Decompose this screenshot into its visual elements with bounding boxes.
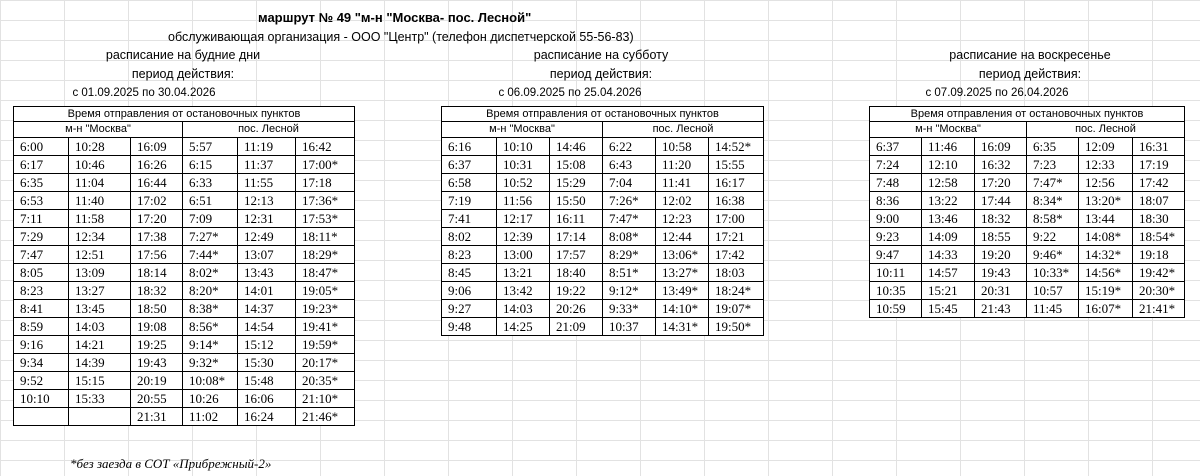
departure-time-cell: 6:22 bbox=[603, 138, 656, 156]
saturday-timetable bbox=[441, 106, 764, 336]
departure-time-cell: 14:56* bbox=[1079, 264, 1133, 282]
departure-time-cell: 19:50* bbox=[709, 318, 764, 336]
departure-time-cell: 12:13 bbox=[238, 192, 296, 210]
departure-time-cell: 14:33 bbox=[922, 246, 975, 264]
departure-time-cell: 7:29 bbox=[14, 228, 69, 246]
departure-time-cell: 14:03 bbox=[69, 318, 131, 336]
departure-time-cell: 6:16 bbox=[442, 138, 497, 156]
departure-time-cell: 19:25 bbox=[131, 336, 183, 354]
departure-time-cell: 18:29* bbox=[296, 246, 355, 264]
departure-time-cell: 8:02 bbox=[442, 228, 497, 246]
departure-time-cell: 10:10 bbox=[497, 138, 550, 156]
departure-time-cell: 9:46* bbox=[1027, 246, 1079, 264]
departure-time-cell: 9:34 bbox=[14, 354, 69, 372]
departure-time-cell: 12:44 bbox=[656, 228, 709, 246]
departure-time-cell: 11:45 bbox=[1027, 300, 1079, 318]
table-row bbox=[14, 246, 355, 264]
departure-time-cell: 9:00 bbox=[870, 210, 922, 228]
departure-time-cell: 13:27* bbox=[656, 264, 709, 282]
departure-time-cell: 13:09 bbox=[69, 264, 131, 282]
departure-time-cell: 8:23 bbox=[14, 282, 69, 300]
departure-time-cell: 10:58 bbox=[656, 138, 709, 156]
departure-time-cell: 12:33 bbox=[1079, 156, 1133, 174]
departure-time-cell: 17:18 bbox=[296, 174, 355, 192]
departure-time-cell: 14:01 bbox=[238, 282, 296, 300]
weekday-timetable bbox=[13, 106, 355, 426]
departure-time-cell: 12:02 bbox=[656, 192, 709, 210]
departure-time-cell: 6:43 bbox=[603, 156, 656, 174]
departure-time-cell: 15:50 bbox=[550, 192, 603, 210]
departure-time-cell: 7:09 bbox=[183, 210, 238, 228]
saturday-period-label: период действия: bbox=[549, 67, 653, 81]
departure-time-cell: 17:56 bbox=[131, 246, 183, 264]
departure-time-cell: 16:42 bbox=[296, 138, 355, 156]
departure-time-cell: 17:20 bbox=[975, 174, 1027, 192]
departure-time-cell: 8:23 bbox=[442, 246, 497, 264]
departure-time-cell: 19:59* bbox=[296, 336, 355, 354]
departure-time-cell: 9:16 bbox=[14, 336, 69, 354]
table-row bbox=[442, 174, 764, 192]
departure-time-cell: 14:21 bbox=[69, 336, 131, 354]
departure-time-cell: 8:56* bbox=[183, 318, 238, 336]
departure-time-cell: 16:44 bbox=[131, 174, 183, 192]
table-row bbox=[14, 138, 355, 156]
departure-time-cell: 10:57 bbox=[1027, 282, 1079, 300]
departure-time-cell: 21:09 bbox=[550, 318, 603, 336]
departure-time-cell: 12:34 bbox=[69, 228, 131, 246]
departure-time-cell: 15:45 bbox=[922, 300, 975, 318]
departure-time-cell: 11:55 bbox=[238, 174, 296, 192]
departure-time-cell: 18:50 bbox=[131, 300, 183, 318]
departure-time-cell: 8:41 bbox=[14, 300, 69, 318]
departure-time-cell: 15:33 bbox=[69, 390, 131, 408]
departure-time-cell: 8:05 bbox=[14, 264, 69, 282]
departure-time-cell: 10:37 bbox=[603, 318, 656, 336]
departure-time-cell: 6:53 bbox=[14, 192, 69, 210]
saturday-dates: с 06.09.2025 по 25.04.2026 bbox=[498, 87, 642, 99]
table-row bbox=[14, 156, 355, 174]
departure-time-cell: 17:42 bbox=[709, 246, 764, 264]
table-row bbox=[442, 282, 764, 300]
table-row bbox=[442, 156, 764, 174]
departure-time-cell: 9:33* bbox=[603, 300, 656, 318]
departure-time-cell: 20:55 bbox=[131, 390, 183, 408]
stop-moskva-header: м-н "Москва" bbox=[870, 122, 1027, 138]
departure-time-cell: 17:42 bbox=[1133, 174, 1185, 192]
departure-time-cell: 15:48 bbox=[238, 372, 296, 390]
sunday-schedule-title: расписание на воскресенье bbox=[949, 48, 1111, 62]
departure-time-cell: 16:06 bbox=[238, 390, 296, 408]
departure-time-cell: 18:24* bbox=[709, 282, 764, 300]
departure-time-cell: 6:33 bbox=[183, 174, 238, 192]
departure-time-cell: 13:49* bbox=[656, 282, 709, 300]
departure-time-cell: 12:10 bbox=[922, 156, 975, 174]
departure-time-cell: 10:59 bbox=[870, 300, 922, 318]
departure-time-cell: 7:26* bbox=[603, 192, 656, 210]
departure-time-cell: 11:46 bbox=[922, 138, 975, 156]
departure-time-cell: 6:35 bbox=[14, 174, 69, 192]
departure-time-cell: 17:00* bbox=[296, 156, 355, 174]
departure-time-cell: 13:22 bbox=[922, 192, 975, 210]
departure-time-cell: 13:46 bbox=[922, 210, 975, 228]
departure-time-cell: 18:07 bbox=[1133, 192, 1185, 210]
departure-time-cell: 12:58 bbox=[922, 174, 975, 192]
departure-time-cell: 7:11 bbox=[14, 210, 69, 228]
departure-time-cell: 10:52 bbox=[497, 174, 550, 192]
departure-time-cell: 15:30 bbox=[238, 354, 296, 372]
departure-time-cell: 21:31 bbox=[131, 408, 183, 426]
departure-time-cell: 7:47* bbox=[1027, 174, 1079, 192]
table-row bbox=[14, 318, 355, 336]
departure-time-cell: 16:17 bbox=[709, 174, 764, 192]
sunday-dates: с 07.09.2025 по 26.04.2026 bbox=[925, 87, 1069, 99]
footnote: *без заезда в СОТ «Прибрежный-2» bbox=[70, 456, 272, 471]
departure-time-cell: 16:09 bbox=[975, 138, 1027, 156]
departure-time-cell: 21:43 bbox=[975, 300, 1027, 318]
stop-moskva-header: м-н "Москва" bbox=[442, 122, 603, 138]
table-row bbox=[442, 138, 764, 156]
departure-time-cell: 19:07* bbox=[709, 300, 764, 318]
departure-time-cell: 6:35 bbox=[1027, 138, 1079, 156]
departure-time-cell: 20:30* bbox=[1133, 282, 1185, 300]
departure-time-cell: 15:29 bbox=[550, 174, 603, 192]
departure-time-cell: 18:11* bbox=[296, 228, 355, 246]
departure-time-cell: 13:27 bbox=[69, 282, 131, 300]
departure-time-cell: 9:48 bbox=[442, 318, 497, 336]
departure-time-cell: 8:20* bbox=[183, 282, 238, 300]
departure-time-cell: 18:40 bbox=[550, 264, 603, 282]
departure-time-cell: 8:51* bbox=[603, 264, 656, 282]
departure-time-cell: 19:43 bbox=[975, 264, 1027, 282]
departure-time-cell: 8:02* bbox=[183, 264, 238, 282]
departure-time-cell: 18:03 bbox=[709, 264, 764, 282]
departure-time-cell: 19:08 bbox=[131, 318, 183, 336]
table-row bbox=[14, 408, 355, 426]
table-row bbox=[870, 138, 1185, 156]
departure-header: Время отправления от остановочных пунктов bbox=[442, 107, 764, 122]
departure-time-cell: 18:32 bbox=[975, 210, 1027, 228]
departure-time-cell bbox=[69, 408, 131, 426]
departure-time-cell: 11:19 bbox=[238, 138, 296, 156]
departure-time-cell: 7:04 bbox=[603, 174, 656, 192]
departure-time-cell: 18:14 bbox=[131, 264, 183, 282]
departure-time-cell: 10:08* bbox=[183, 372, 238, 390]
departure-time-cell: 13:43 bbox=[238, 264, 296, 282]
weekday-period-label: период действия: bbox=[131, 67, 235, 81]
departure-time-cell: 10:28 bbox=[69, 138, 131, 156]
departure-time-cell: 20:35* bbox=[296, 372, 355, 390]
departure-time-cell: 9:52 bbox=[14, 372, 69, 390]
route-title: маршрут № 49 "м-н "Москва- пос. Лесной" bbox=[258, 10, 532, 25]
departure-time-cell: 9:32* bbox=[183, 354, 238, 372]
departure-time-cell: 14:08* bbox=[1079, 228, 1133, 246]
departure-time-cell: 13:06* bbox=[656, 246, 709, 264]
table-row bbox=[14, 354, 355, 372]
departure-time-cell: 17:21 bbox=[709, 228, 764, 246]
saturday-schedule-title: расписание на субботу bbox=[533, 48, 669, 62]
departure-time-cell: 14:03 bbox=[497, 300, 550, 318]
departure-time-cell: 8:58* bbox=[1027, 210, 1079, 228]
departure-time-cell: 12:56 bbox=[1079, 174, 1133, 192]
stop-lesnoy-header: пос. Лесной bbox=[603, 122, 764, 138]
departure-time-cell: 16:24 bbox=[238, 408, 296, 426]
departure-time-cell: 7:48 bbox=[870, 174, 922, 192]
departure-time-cell: 9:22 bbox=[1027, 228, 1079, 246]
departure-time-cell: 19:23* bbox=[296, 300, 355, 318]
table-row bbox=[442, 228, 764, 246]
departure-time-cell: 12:31 bbox=[238, 210, 296, 228]
departure-time-cell: 7:44* bbox=[183, 246, 238, 264]
departure-time-cell: 17:20 bbox=[131, 210, 183, 228]
departure-time-cell: 17:53* bbox=[296, 210, 355, 228]
departure-time-cell: 14:37 bbox=[238, 300, 296, 318]
table-row bbox=[442, 318, 764, 336]
table-row bbox=[14, 228, 355, 246]
departure-time-cell: 5:57 bbox=[183, 138, 238, 156]
departure-time-cell: 14:32* bbox=[1079, 246, 1133, 264]
departure-time-cell: 13:07 bbox=[238, 246, 296, 264]
departure-time-cell: 14:57 bbox=[922, 264, 975, 282]
departure-time-cell: 14:25 bbox=[497, 318, 550, 336]
departure-time-cell: 11:56 bbox=[497, 192, 550, 210]
departure-time-cell: 8:29* bbox=[603, 246, 656, 264]
departure-time-cell: 6:37 bbox=[442, 156, 497, 174]
departure-time-cell: 7:24 bbox=[870, 156, 922, 174]
departure-time-cell: 16:09 bbox=[131, 138, 183, 156]
departure-time-cell: 17:00 bbox=[709, 210, 764, 228]
departure-header: Время отправления от остановочных пунктов bbox=[870, 107, 1185, 122]
departure-time-cell: 9:12* bbox=[603, 282, 656, 300]
departure-time-cell: 16:38 bbox=[709, 192, 764, 210]
table-row bbox=[870, 174, 1185, 192]
departure-time-cell: 13:42 bbox=[497, 282, 550, 300]
departure-time-cell: 20:17* bbox=[296, 354, 355, 372]
departure-time-cell: 17:57 bbox=[550, 246, 603, 264]
table-row bbox=[870, 228, 1185, 246]
stop-moskva-header: м-н "Москва" bbox=[14, 122, 183, 138]
table-row bbox=[870, 156, 1185, 174]
departure-time-cell: 11:04 bbox=[69, 174, 131, 192]
departure-time-cell: 10:46 bbox=[69, 156, 131, 174]
departure-time-cell: 12:17 bbox=[497, 210, 550, 228]
departure-time-cell: 14:54 bbox=[238, 318, 296, 336]
departure-time-cell: 12:39 bbox=[497, 228, 550, 246]
departure-time-cell: 16:26 bbox=[131, 156, 183, 174]
departure-time-cell: 9:06 bbox=[442, 282, 497, 300]
departure-time-cell: 8:34* bbox=[1027, 192, 1079, 210]
departure-time-cell: 16:11 bbox=[550, 210, 603, 228]
departure-time-cell: 18:55 bbox=[975, 228, 1027, 246]
departure-time-cell: 17:02 bbox=[131, 192, 183, 210]
table-row bbox=[870, 192, 1185, 210]
departure-time-cell: 11:58 bbox=[69, 210, 131, 228]
departure-time-cell: 8:36 bbox=[870, 192, 922, 210]
departure-time-cell: 17:14 bbox=[550, 228, 603, 246]
departure-time-cell: 13:20* bbox=[1079, 192, 1133, 210]
departure-time-cell: 14:31* bbox=[656, 318, 709, 336]
departure-time-cell: 15:15 bbox=[69, 372, 131, 390]
weekday-dates: с 01.09.2025 по 30.04.2026 bbox=[72, 87, 216, 99]
table-row bbox=[442, 210, 764, 228]
departure-time-cell: 15:08 bbox=[550, 156, 603, 174]
departure-time-cell: 9:14* bbox=[183, 336, 238, 354]
sunday-timetable bbox=[869, 106, 1185, 318]
departure-time-cell: 12:09 bbox=[1079, 138, 1133, 156]
departure-time-cell: 20:31 bbox=[975, 282, 1027, 300]
departure-time-cell: 10:33* bbox=[1027, 264, 1079, 282]
table-row bbox=[442, 264, 764, 282]
table-row bbox=[14, 372, 355, 390]
departure-time-cell: 10:35 bbox=[870, 282, 922, 300]
table-row bbox=[442, 246, 764, 264]
departure-time-cell: 17:19 bbox=[1133, 156, 1185, 174]
departure-time-cell: 7:41 bbox=[442, 210, 497, 228]
departure-time-cell: 6:51 bbox=[183, 192, 238, 210]
departure-time-cell: 7:27* bbox=[183, 228, 238, 246]
departure-time-cell: 11:37 bbox=[238, 156, 296, 174]
departure-time-cell: 14:39 bbox=[69, 354, 131, 372]
departure-time-cell: 15:12 bbox=[238, 336, 296, 354]
departure-time-cell: 11:02 bbox=[183, 408, 238, 426]
departure-time-cell: 16:32 bbox=[975, 156, 1027, 174]
departure-time-cell: 7:47 bbox=[14, 246, 69, 264]
departure-time-cell: 17:36* bbox=[296, 192, 355, 210]
departure-time-cell: 6:37 bbox=[870, 138, 922, 156]
departure-time-cell: 18:47* bbox=[296, 264, 355, 282]
departure-header: Время отправления от остановочных пунктов bbox=[14, 107, 355, 122]
departure-time-cell: 19:20 bbox=[975, 246, 1027, 264]
departure-time-cell: 10:31 bbox=[497, 156, 550, 174]
sunday-period-label: период действия: bbox=[978, 67, 1082, 81]
departure-time-cell: 11:40 bbox=[69, 192, 131, 210]
departure-time-cell: 15:19* bbox=[1079, 282, 1133, 300]
departure-time-cell: 12:23 bbox=[656, 210, 709, 228]
departure-time-cell bbox=[14, 408, 69, 426]
departure-time-cell: 11:20 bbox=[656, 156, 709, 174]
departure-time-cell: 14:46 bbox=[550, 138, 603, 156]
organization-line: обслуживающая организация - ООО "Центр" (телефон диспетчерской 55-56-83) bbox=[168, 30, 634, 44]
departure-time-cell: 8:08* bbox=[603, 228, 656, 246]
table-row bbox=[14, 192, 355, 210]
departure-time-cell: 19:05* bbox=[296, 282, 355, 300]
departure-time-cell: 8:59 bbox=[14, 318, 69, 336]
table-row bbox=[14, 300, 355, 318]
stop-lesnoy-header: пос. Лесной bbox=[1027, 122, 1185, 138]
table-row bbox=[870, 282, 1185, 300]
departure-time-cell: 7:19 bbox=[442, 192, 497, 210]
departure-time-cell: 8:45 bbox=[442, 264, 497, 282]
departure-time-cell: 19:41* bbox=[296, 318, 355, 336]
departure-time-cell: 20:19 bbox=[131, 372, 183, 390]
departure-time-cell: 14:09 bbox=[922, 228, 975, 246]
departure-time-cell: 8:38* bbox=[183, 300, 238, 318]
departure-time-cell: 7:23 bbox=[1027, 156, 1079, 174]
table-row bbox=[870, 246, 1185, 264]
stop-lesnoy-header: пос. Лесной bbox=[183, 122, 355, 138]
table-row bbox=[870, 210, 1185, 228]
table-row bbox=[870, 300, 1185, 318]
departure-time-cell: 18:30 bbox=[1133, 210, 1185, 228]
departure-time-cell: 12:51 bbox=[69, 246, 131, 264]
departure-time-cell: 15:55 bbox=[709, 156, 764, 174]
departure-time-cell: 17:44 bbox=[975, 192, 1027, 210]
departure-time-cell: 16:31 bbox=[1133, 138, 1185, 156]
departure-time-cell: 12:49 bbox=[238, 228, 296, 246]
departure-time-cell: 7:47* bbox=[603, 210, 656, 228]
table-row bbox=[442, 300, 764, 318]
departure-time-cell: 10:26 bbox=[183, 390, 238, 408]
table-row bbox=[14, 336, 355, 354]
departure-time-cell: 11:41 bbox=[656, 174, 709, 192]
departure-time-cell: 18:54* bbox=[1133, 228, 1185, 246]
departure-time-cell: 17:38 bbox=[131, 228, 183, 246]
departure-time-cell: 16:07* bbox=[1079, 300, 1133, 318]
departure-time-cell: 21:41* bbox=[1133, 300, 1185, 318]
table-row bbox=[14, 264, 355, 282]
departure-time-cell: 21:10* bbox=[296, 390, 355, 408]
table-row bbox=[14, 282, 355, 300]
departure-time-cell: 9:23 bbox=[870, 228, 922, 246]
departure-time-cell: 14:52* bbox=[709, 138, 764, 156]
departure-time-cell: 19:43 bbox=[131, 354, 183, 372]
departure-time-cell: 19:22 bbox=[550, 282, 603, 300]
departure-time-cell: 15:21 bbox=[922, 282, 975, 300]
departure-time-cell: 19:18 bbox=[1133, 246, 1185, 264]
weekday-schedule-title: расписание на будние дни bbox=[105, 48, 261, 62]
departure-time-cell: 21:46* bbox=[296, 408, 355, 426]
departure-time-cell: 13:45 bbox=[69, 300, 131, 318]
departure-time-cell: 9:47 bbox=[870, 246, 922, 264]
departure-time-cell: 6:15 bbox=[183, 156, 238, 174]
table-row bbox=[442, 192, 764, 210]
departure-time-cell: 18:32 bbox=[131, 282, 183, 300]
departure-time-cell: 6:17 bbox=[14, 156, 69, 174]
table-row bbox=[14, 390, 355, 408]
table-row bbox=[14, 174, 355, 192]
departure-time-cell: 20:26 bbox=[550, 300, 603, 318]
departure-time-cell: 10:11 bbox=[870, 264, 922, 282]
departure-time-cell: 13:00 bbox=[497, 246, 550, 264]
table-row bbox=[870, 264, 1185, 282]
departure-time-cell: 10:10 bbox=[14, 390, 69, 408]
table-row bbox=[14, 210, 355, 228]
departure-time-cell: 13:21 bbox=[497, 264, 550, 282]
departure-time-cell: 6:58 bbox=[442, 174, 497, 192]
departure-time-cell: 6:00 bbox=[14, 138, 69, 156]
departure-time-cell: 19:42* bbox=[1133, 264, 1185, 282]
departure-time-cell: 14:10* bbox=[656, 300, 709, 318]
departure-time-cell: 13:44 bbox=[1079, 210, 1133, 228]
departure-time-cell: 9:27 bbox=[442, 300, 497, 318]
